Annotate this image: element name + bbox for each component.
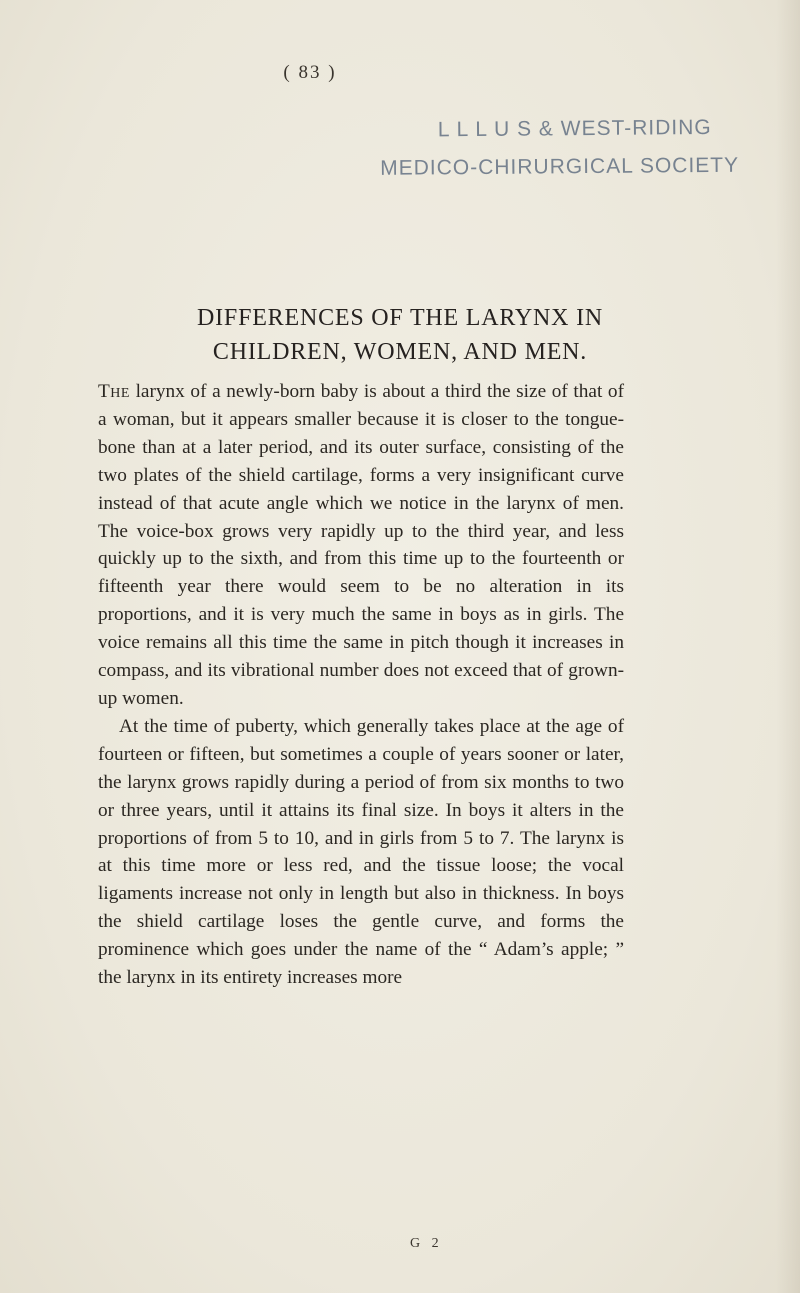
paragraph-1-lead: The xyxy=(98,381,130,402)
body-text xyxy=(98,378,624,992)
chapter-title xyxy=(0,301,800,369)
signature-mark: G 2 xyxy=(410,1236,443,1251)
chapter-title-line-2: CHILDREN, WOMEN, AND MEN. xyxy=(212,339,588,365)
paragraph-1-text: larynx of a newly-born baby is about a third the size of that of a woman, but it appears smaller because it is closer to the tongue-bone than at a later period, and its outer surface, consisting of the two plates of the shield cartilage, forms a very insignificant curve instead of that acute angle which we notice in the larynx of men. The voice-box grows very rapidly up to the third year, and less quickly up to the sixth, and from this time up to the fourteenth or fifteenth year there would seem to be no alteration in its proportions, and it is very much the same in boys as in girls. The voice remains all this time the same in pitch though it increases in compass, and its vibrational number does not exceed that of grown-up women. xyxy=(98,381,624,709)
page-edge-shadow xyxy=(776,0,800,1293)
page-number: ( 83 ) xyxy=(283,62,337,83)
paragraph-1 xyxy=(98,378,624,713)
library-stamp xyxy=(380,108,800,188)
stamp-line-1: L L L U S & WEST-RIDING xyxy=(437,115,712,142)
stamp-line-2: MEDICO-CHIRURGICAL SOCIETY xyxy=(380,153,740,180)
chapter-title-line-1: DIFFERENCES OF THE LARYNX IN xyxy=(197,305,603,331)
paragraph-2: At the time of puberty, which generally takes place at the age of fourteen or fifteen, but sometimes a couple of years sooner or later, the larynx grows rapidly during a period of from six months to two or three years, until it attains its final size. In boys it alters in the proportions of from 5 to 10, and in girls from 5 to 7. The larynx is at this time more or less red, and the tissue loose; the vocal ligaments increase not only in length but also in thickness. In boys the shield cartilage loses the gentle curve, and forms the prominence which goes under the name of the “ Adam’s apple; ” the larynx in its entirety increases more xyxy=(98,715,624,989)
